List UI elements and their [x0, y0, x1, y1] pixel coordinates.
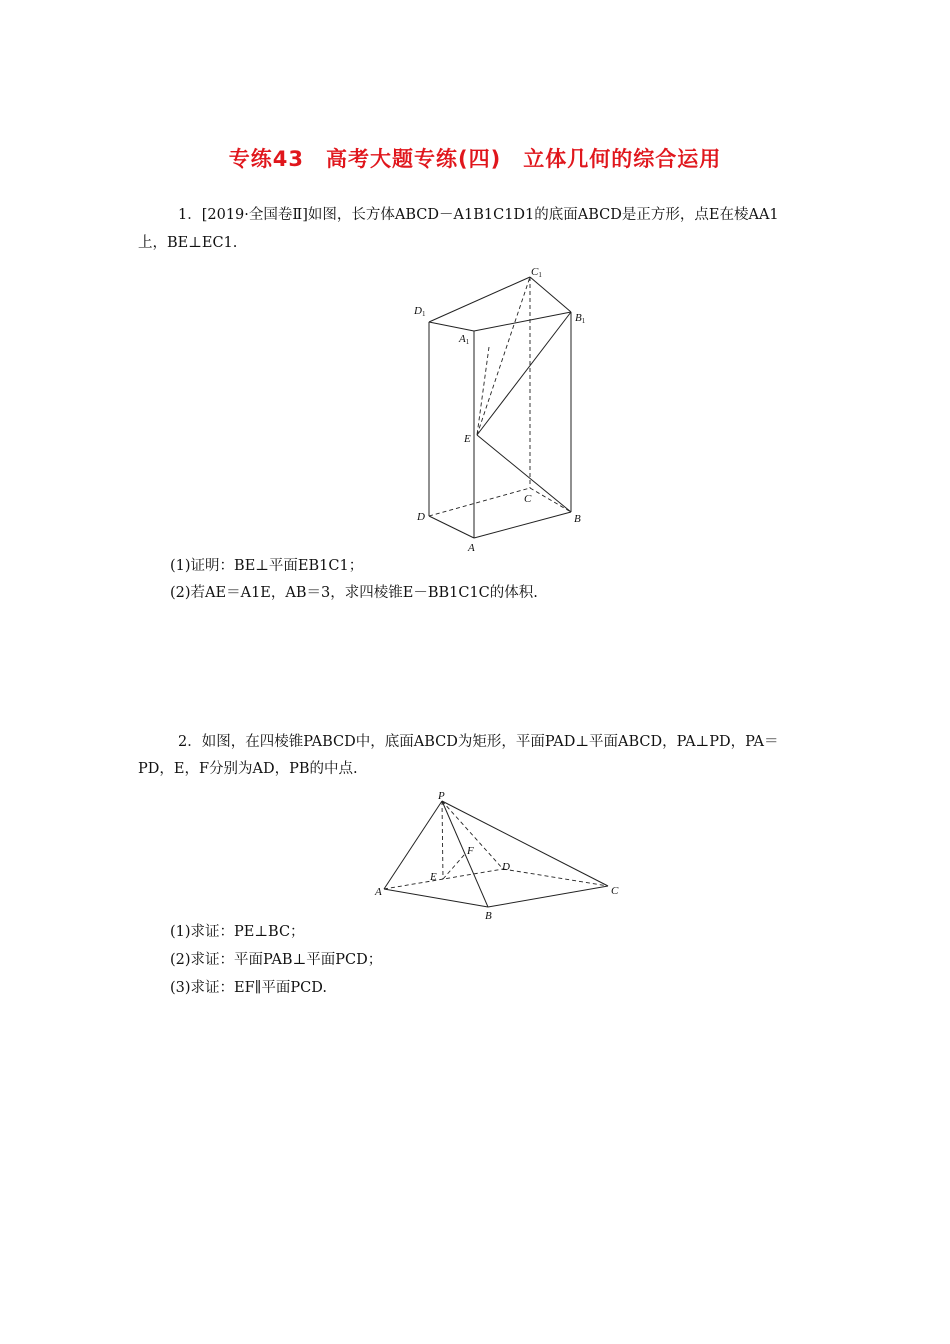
label-e: E — [464, 433, 471, 445]
edge-d1c1 — [429, 277, 530, 322]
edge-ab — [384, 889, 488, 907]
hidden-edge-pd — [442, 801, 503, 869]
q2-stem-line2: PD，E，F分别为AD，PB的中点. — [138, 761, 358, 777]
label-b1: B1 — [575, 312, 586, 325]
edge-c1b1 — [530, 277, 571, 312]
page-title: 专练43 高考大题专练(四) 立体几何的综合运用 — [228, 147, 722, 171]
label-b: B — [574, 513, 581, 525]
edge-b1a1 — [474, 312, 571, 331]
q1-stem-line1: 1．[2019·全国卷Ⅱ]如图，长方体ABCD－A1B1C1D1的底面ABCD是正方形，点E在棱AA1 — [178, 207, 779, 223]
label-a: A — [468, 542, 475, 554]
label-b: B — [485, 910, 492, 920]
edge-pc — [442, 801, 608, 886]
label-d: D — [502, 861, 510, 873]
hidden-segment-ec1 — [477, 277, 530, 435]
q1-part2: (2)若AE＝A1E，AB＝3，求四棱锥E－BB1C1C的体积. — [170, 585, 538, 601]
label-c: C — [524, 493, 532, 505]
q1-stem-line2: 上，BE⊥EC1. — [138, 235, 238, 251]
q1-figure-cuboid — [400, 262, 600, 557]
label-p: P — [438, 790, 445, 802]
q2-stem-line1: 2．如图，在四棱锥PABCD中，底面ABCD为矩形，平面PAD⊥平面ABCD，PA⊥PD，PA＝ — [178, 734, 779, 750]
edge-ab — [474, 512, 571, 538]
label-c: C — [611, 885, 619, 897]
edge-da — [429, 516, 474, 538]
q2-figure-pyramid — [370, 790, 630, 920]
label-d1: D1 — [414, 305, 426, 318]
hidden-segment-pe — [442, 801, 443, 879]
q2-part2: (2)求证：平面PAB⊥平面PCD； — [170, 952, 383, 968]
hidden-segment-ef — [443, 854, 465, 879]
edge-pb — [442, 801, 488, 907]
hidden-edge-cb — [530, 488, 571, 512]
segment-eb1 — [477, 312, 571, 435]
edge-bc — [488, 886, 608, 907]
label-a: A — [375, 886, 382, 898]
label-f: F — [467, 845, 474, 857]
label-a1: A1 — [459, 333, 470, 346]
edge-a1d1 — [429, 322, 474, 331]
hidden-edge-dc — [429, 488, 530, 516]
q1-part1: (1)证明：BE⊥平面EB1C1； — [170, 558, 364, 574]
label-e: E — [430, 871, 437, 883]
q2-part3: (3)求证：EF∥平面PCD. — [170, 980, 327, 996]
label-c1: C1 — [531, 266, 542, 279]
label-d: D — [417, 511, 425, 523]
q2-part1: (1)求证：PE⊥BC； — [170, 924, 305, 940]
